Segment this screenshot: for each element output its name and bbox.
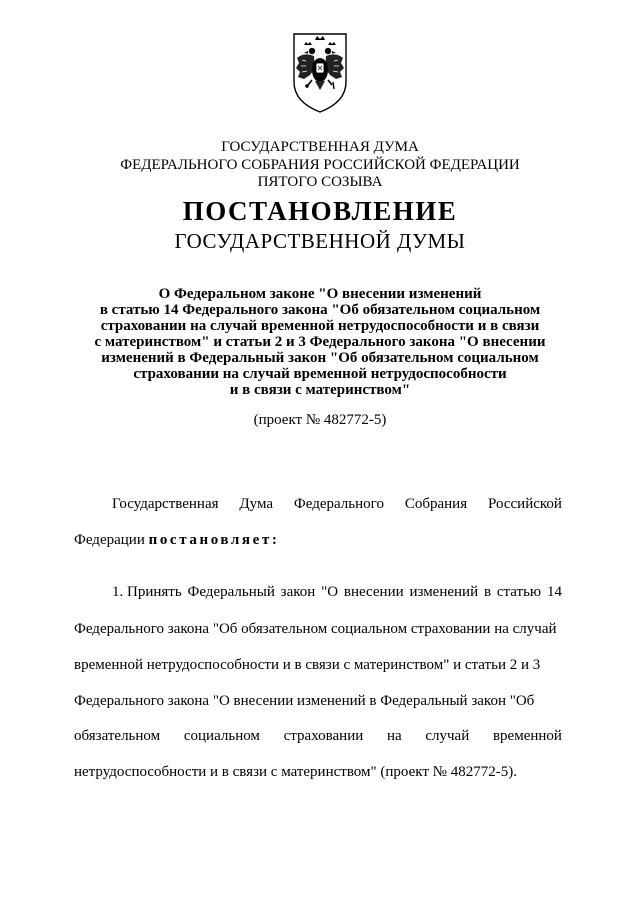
clause-1-line-4: Федерального закона "О внесении изменений в Федеральный закон "Об	[74, 693, 535, 709]
subject-line: с материнством" и статьи 2 и 3 Федерального закона "О внесении	[94, 334, 546, 350]
subject-line: в статью 14 Федерального закона "Об обязательном социальном	[99, 302, 541, 318]
clause-1-line-1	[112, 583, 562, 601]
subject-line: О Федеральном законе "О внесении изменений	[158, 286, 482, 302]
clause-word: на	[386, 728, 402, 744]
clause-word: в	[483, 584, 492, 600]
header-line-1: ГОСУДАРСТВЕННАЯ ДУМА	[221, 139, 419, 155]
russian-coat-of-arms-icon	[288, 30, 352, 114]
preamble-line-2	[74, 531, 562, 549]
preamble-word: Российской	[488, 496, 562, 512]
clause-1-line-3: временной нетрудоспособности и в связи с материнством" и статьи 2 и 3	[74, 657, 541, 673]
preamble-subject: Федерации	[74, 532, 145, 548]
clause-1-line-5	[74, 727, 562, 745]
preamble-word: Федерального	[293, 496, 384, 512]
coat-of-arms-emblem	[288, 30, 352, 114]
header-line-2: ФЕДЕРАЛЬНОГО СОБРАНИЯ РОССИЙСКОЙ ФЕДЕРАЦИИ	[120, 157, 520, 173]
clause-word: случай	[425, 728, 470, 744]
preamble-line-1	[112, 495, 562, 513]
clause-1-line-6: нетрудоспособности и в связи с материнством" (проект № 482772-5).	[74, 764, 517, 780]
preamble-word: Дума	[239, 496, 274, 512]
subject-line: и в связи с материнством"	[229, 382, 411, 398]
clause-word: "О	[321, 584, 339, 600]
document-subtitle: ГОСУДАРСТВЕННОЙ ДУМЫ	[174, 229, 466, 253]
clause-word: статью	[496, 584, 542, 600]
project-number: (проект № 482772-5)	[253, 412, 387, 428]
preamble-verb: постановляет:	[148, 532, 280, 548]
clause-word: 1. Принять	[112, 584, 182, 600]
clause-1-line-2: Федерального закона "Об обязательном социальном страховании на случай	[74, 621, 557, 637]
clause-word: внесении	[343, 584, 404, 600]
subject-heading	[80, 286, 560, 398]
clause-word: 14	[546, 584, 562, 600]
clause-word: обязательном	[74, 728, 161, 744]
clause-word: Федеральный	[187, 584, 275, 600]
header-line-3: ПЯТОГО СОЗЫВА	[257, 174, 383, 190]
document-type-title: ПОСТАНОВЛЕНИЕ	[182, 196, 458, 226]
preamble-word: Государственная	[112, 496, 219, 512]
subject-line: страховании на случай временной нетрудоспособности и в связи	[100, 318, 540, 334]
subject-line: изменений в Федеральный закон "Об обязательном социальном	[101, 350, 539, 366]
clause-word: социальном	[183, 728, 260, 744]
clause-word: страховании	[283, 728, 364, 744]
clause-word: закон	[280, 584, 316, 600]
preamble-word: Собрания	[404, 496, 468, 512]
subject-line: страховании на случай временной нетрудоспособности	[133, 366, 507, 382]
clause-word: изменений	[409, 584, 479, 600]
clause-word: временной	[492, 728, 562, 744]
